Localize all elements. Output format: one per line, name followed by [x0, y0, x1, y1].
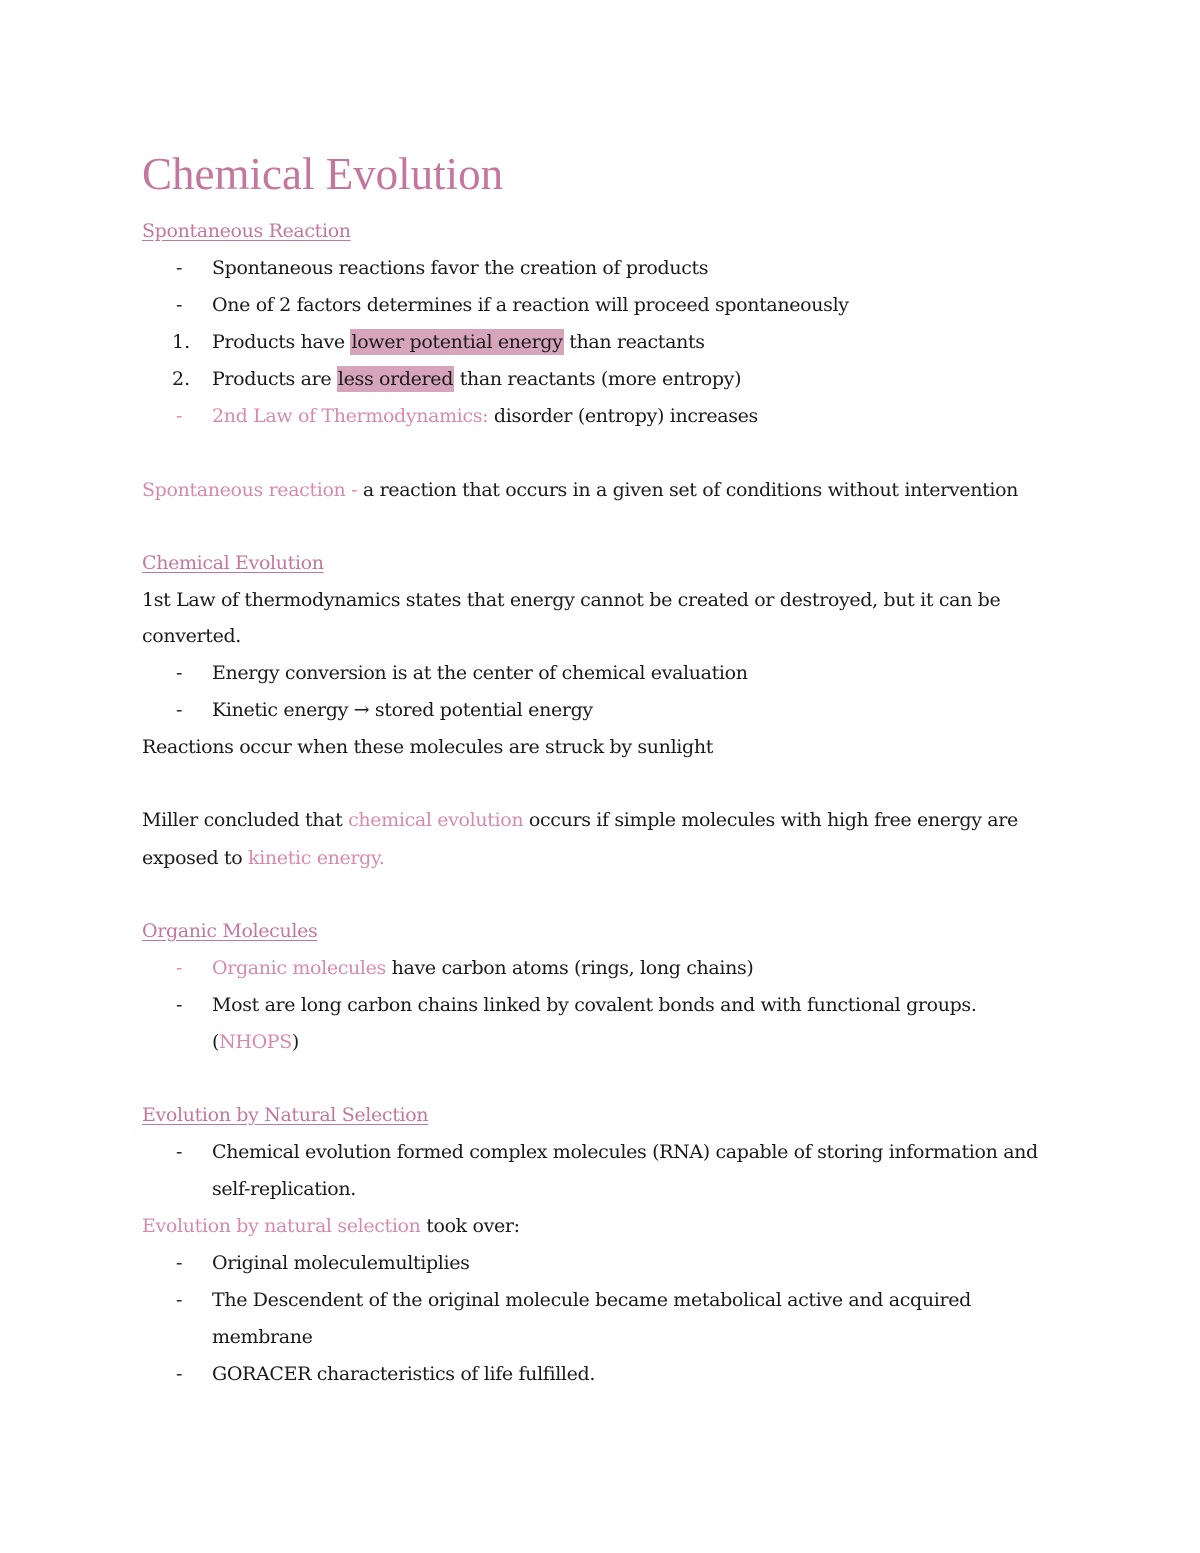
term: 2nd Law of Thermodynamics:	[212, 405, 489, 427]
term: Spontaneous reaction -	[142, 479, 363, 501]
paragraph: Evolution by natural selection took over:	[142, 1215, 520, 1237]
bullet-marker: -	[176, 1289, 183, 1311]
bullet-marker: -	[176, 662, 183, 684]
list-item: One of 2 factors determines if a reaction will proceed spontaneously	[212, 294, 849, 316]
term: chemical evolution	[348, 809, 524, 831]
paragraph: 1st Law of thermodynamics states that energy cannot be created or destroyed, but it can be	[142, 589, 1001, 611]
term: Evolution by natural selection	[142, 1215, 421, 1237]
list-item: Products have lower potential energy than reactants	[212, 331, 705, 353]
bullet-marker: -	[176, 1363, 183, 1385]
paragraph: Reactions occur when these molecules are struck by sunlight	[142, 736, 714, 758]
list-item: Spontaneous reactions favor the creation of products	[212, 257, 709, 279]
term: NHOPS	[219, 1031, 292, 1053]
bullet-marker: -	[176, 957, 183, 979]
section-heading-evolution-by-natural-selection: Evolution by Natural Selection	[142, 1104, 429, 1126]
list-item: Chemical evolution formed complex molecules (RNA) capable of storing information and	[212, 1141, 1038, 1163]
highlighted-text: lower potential energy	[351, 331, 563, 353]
list-item: Kinetic energy → stored potential energy	[212, 699, 593, 721]
bullet-marker: -	[176, 1141, 183, 1163]
paragraph: exposed to kinetic energy.	[142, 847, 385, 869]
term: kinetic energy.	[248, 847, 385, 869]
list-item: Products are less ordered than reactants (more entropy)	[212, 368, 742, 390]
bullet-marker: -	[176, 699, 183, 721]
paragraph: Miller concluded that chemical evolution occurs if simple molecules with high free energy are	[142, 809, 1018, 831]
list-item: Most are long carbon chains linked by covalent bonds and with functional groups.	[212, 994, 977, 1016]
bullet-marker: -	[176, 257, 183, 279]
bullet-marker: -	[176, 405, 183, 427]
highlighted-text: less ordered	[337, 368, 454, 390]
section-heading-chemical-evolution: Chemical Evolution	[142, 552, 324, 574]
list-item: Original moleculemultiplies	[212, 1252, 470, 1274]
definition: Spontaneous reaction - a reaction that occurs in a given set of conditions without intervention	[142, 479, 1019, 501]
list-item-continuation: membrane	[212, 1326, 313, 1348]
list-item-continuation: self-replication.	[212, 1178, 356, 1200]
section-heading-spontaneous-reaction: Spontaneous Reaction	[142, 220, 351, 242]
bullet-marker: -	[176, 294, 183, 316]
list-item: Organic molecules have carbon atoms (rings, long chains)	[212, 957, 754, 979]
list-number: 2.	[172, 368, 191, 390]
list-item: 2nd Law of Thermodynamics: disorder (entropy) increases	[212, 405, 758, 427]
list-item: The Descendent of the original molecule became metabolical active and acquired	[212, 1289, 971, 1311]
bullet-marker: -	[176, 994, 183, 1016]
section-heading-organic-molecules: Organic Molecules	[142, 920, 318, 942]
list-number: 1.	[172, 331, 191, 353]
bullet-marker: -	[176, 1252, 183, 1274]
list-item: GORACER characteristics of life fulfilled.	[212, 1363, 596, 1385]
list-item: Energy conversion is at the center of chemical evaluation	[212, 662, 748, 684]
page-title: Chemical Evolution	[142, 149, 504, 199]
term: Organic molecules	[212, 957, 386, 979]
list-item-continuation: (NHOPS)	[212, 1031, 299, 1053]
paragraph: converted.	[142, 625, 241, 647]
